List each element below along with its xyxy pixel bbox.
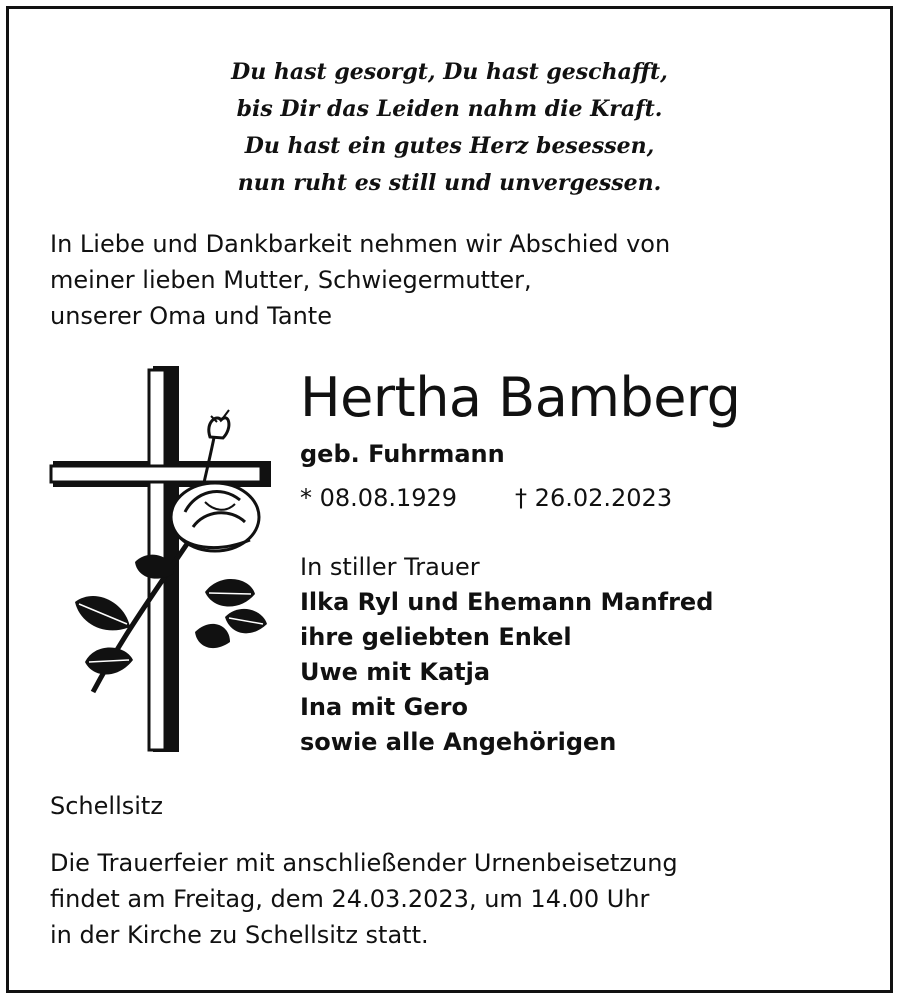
place-name: Schellsitz [50,792,163,820]
mourner-line: sowie alle Angehörigen [300,728,617,756]
poem-line: bis Dir das Leiden nahm die Kraft. [236,96,663,122]
ceremony-line: in der Kirche zu Schellsitz statt. [50,921,429,949]
birth-name: geb. Fuhrmann [300,440,505,468]
ceremony-line: findet am Freitag, dem 24.03.2023, um 14.00 Uhr [50,885,650,913]
mourners-list [300,550,713,760]
mourner-line: Uwe mit Katja [300,658,491,686]
poem-line: nun ruht es still und unvergessen. [237,170,662,196]
birth-date: * 08.08.1929 [300,484,458,512]
mourner-line: Ina mit Gero [300,693,468,721]
deceased-name: Hertha Bamberg [300,366,741,429]
mourner-line: ihre geliebten Enkel [300,623,572,651]
poem-line: Du hast gesorgt, Du hast geschafft, [231,59,668,85]
intro-line: meiner lieben Mutter, Schwiegermutter, [50,266,532,294]
ceremony-line: Die Trauerfeier mit anschließender Urnenbeisetzung [50,849,678,877]
mourner-line: Ilka Ryl und Ehemann Manfred [300,588,714,616]
mourners-intro: In stiller Trauer [300,553,480,581]
life-dates [300,484,672,512]
poem-line: Du hast ein gutes Herz besessen, [244,133,655,159]
intro-line: unserer Oma und Tante [50,302,332,330]
farewell-intro [50,226,670,334]
poem-verse [0,54,899,202]
ceremony-info [50,845,678,953]
cross-with-rose-icon [45,362,273,757]
intro-line: In Liebe und Dankbarkeit nehmen wir Abschied von [50,230,671,258]
death-date: † 26.02.2023 [515,484,673,512]
